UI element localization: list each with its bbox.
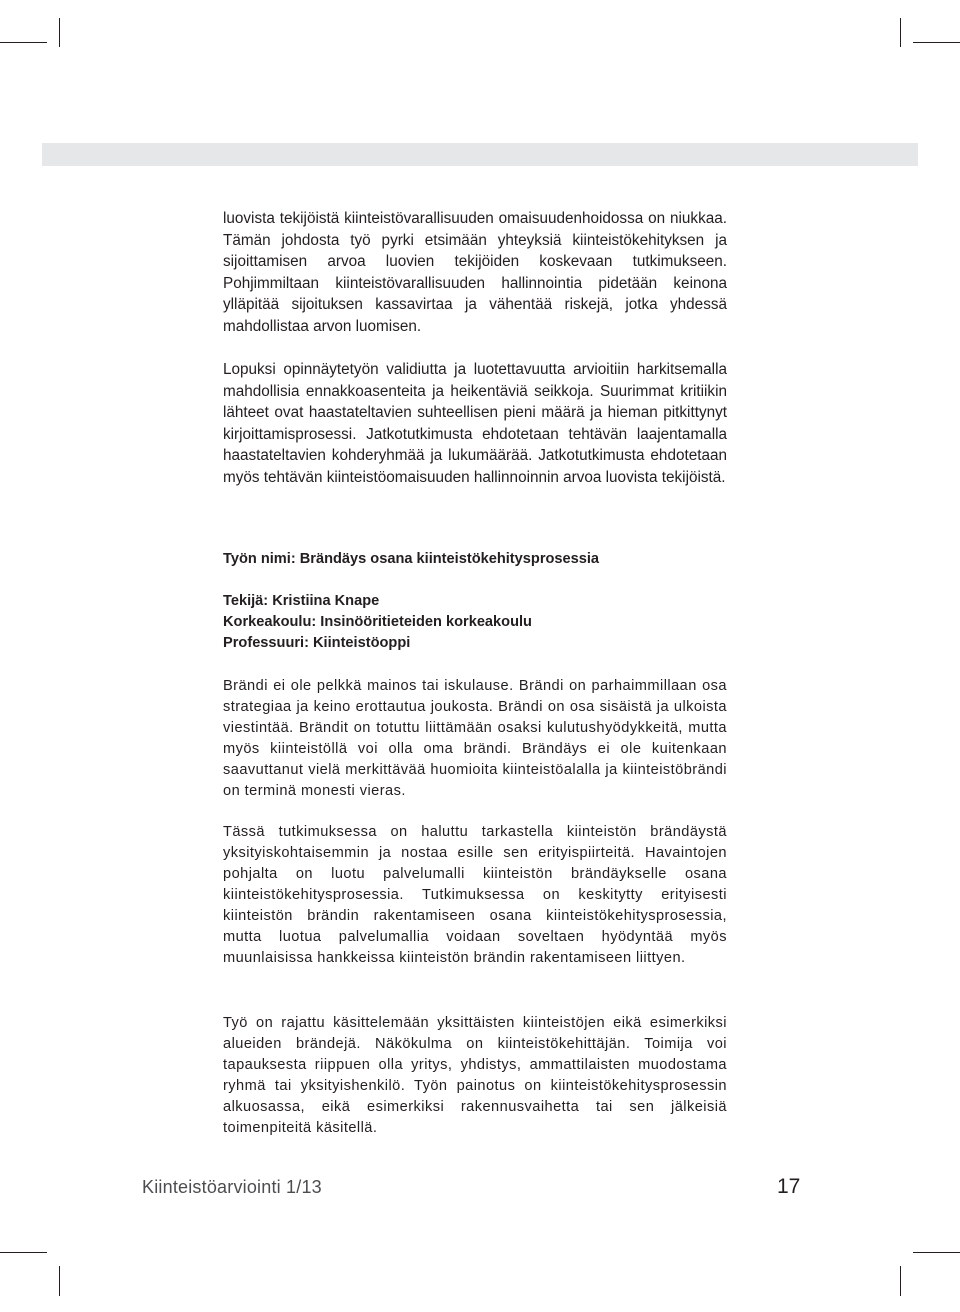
abstract-paragraph: Työ on rajattu käsittelemään yksittäisten kiinteistöjen eikä esimerkiksi alueiden brändejä. Näkökulma on kiinteistökehittäjän. Toimija voi tapauksesta riippuen olla yritys, yhdistys, ammattilaisten muodostama ryhmä tai yksityishenkilö. Työn painotus on kiinteistökehitysprosessin alkuosassa, eikä esimerkiksi rakennusvaihetta tai sen jälkeisiä toimenpiteitä käsitellä.	[223, 1015, 727, 1136]
header-band	[42, 143, 918, 166]
crop-mark	[913, 42, 960, 43]
body-paragraph: luovista tekijöistä kiinteistövarallisuuden omaisuudenhoidossa on niukkaa. Tämän johdosta työ pyrki etsimään yhteyksiä kiinteistökehityksen ja sijoittamisen arvoa luovien tekijöiden koskevaan tutkimukseen. Pohjimmiltaan kiinteistövarallisuuden hallinnointia pidetään keinona ylläpitää sijoituksen kassavirtaa ja vähentää riskejä, jotka yhdessä mahdollistaa arvon luomisen.	[223, 210, 727, 335]
crop-mark	[900, 18, 901, 47]
thesis-title: Työn nimi: Brändäys osana kiinteistökehitysprosessia	[223, 551, 600, 567]
publication-name: Kiinteistöarviointi 1/13	[142, 1177, 322, 1197]
crop-mark	[913, 1252, 960, 1253]
body-paragraph: Lopuksi opinnäytetyön validiutta ja luotettavuutta arvioitiin harkitsemalla mahdollisia ennakkoasenteita ja heikentäviä seikkoja. Suurimmat kritiikin lähteet ovat haastateltavien suhteellisen pieni määrä ja hieman pitkittynyt kirjoittamisprosessi. Jatkotutkimusta ehdotetaan tehtävän laajentamalla haastateltavien kohderyhmää ja lukumäärää. Jatkotutkimusta ehdotetaan myös tehtävän kiinteistöomaisuuden hallinnoinnin arvoa luovista tekijöistä.	[223, 361, 727, 486]
crop-mark	[0, 42, 47, 43]
thesis-author: Tekijä: Kristiina Knape	[223, 593, 380, 609]
thesis-professorship: Professuuri: Kiinteistöoppi	[223, 635, 411, 651]
crop-mark	[0, 1252, 47, 1253]
thesis-school: Korkeakoulu: Insinööritieteiden korkeakoulu	[223, 614, 532, 630]
crop-mark	[900, 1266, 901, 1296]
abstract-paragraph: Tässä tutkimuksessa on haluttu tarkastella kiinteistön brändäystä yksityiskohtaisemmin ja nostaa esille sen erityispiirteitä. Havaintojen pohjalta on luotu palvelumalli kiinteistön brändäykselle osana kiinteistökehitysprosessia. Tutkimuksessa on keskitytty erityisesti kiinteistön brändin rakentamiseen osana kiinteistökehitysprosessia, mutta luotua palvelumallia voidaan soveltaen hyödyntää myös muunlaisissa hankkeissa kiinteistön brändin rakentamiseen liittyen.	[223, 824, 727, 966]
page-number: 17	[777, 1175, 801, 1198]
crop-mark	[59, 1266, 60, 1296]
crop-mark	[59, 18, 60, 47]
abstract-paragraph: Brändi ei ole pelkkä mainos tai iskulause. Brändi on parhaimmillaan osa strategiaa ja keino erottautua joukosta. Brändi on osa sisäistä ja ulkoista viestintää. Brändit on totuttu liittämään osaksi kulutushyödykkeitä, mutta myös kiinteistöllä voi olla oma brändi. Brändäys ei ole kuitenkaan saavuttanut vielä merkittävää huomioita kiinteistöalalla ja kiinteistöbrändi on terminä monesti vieras.	[223, 678, 727, 799]
